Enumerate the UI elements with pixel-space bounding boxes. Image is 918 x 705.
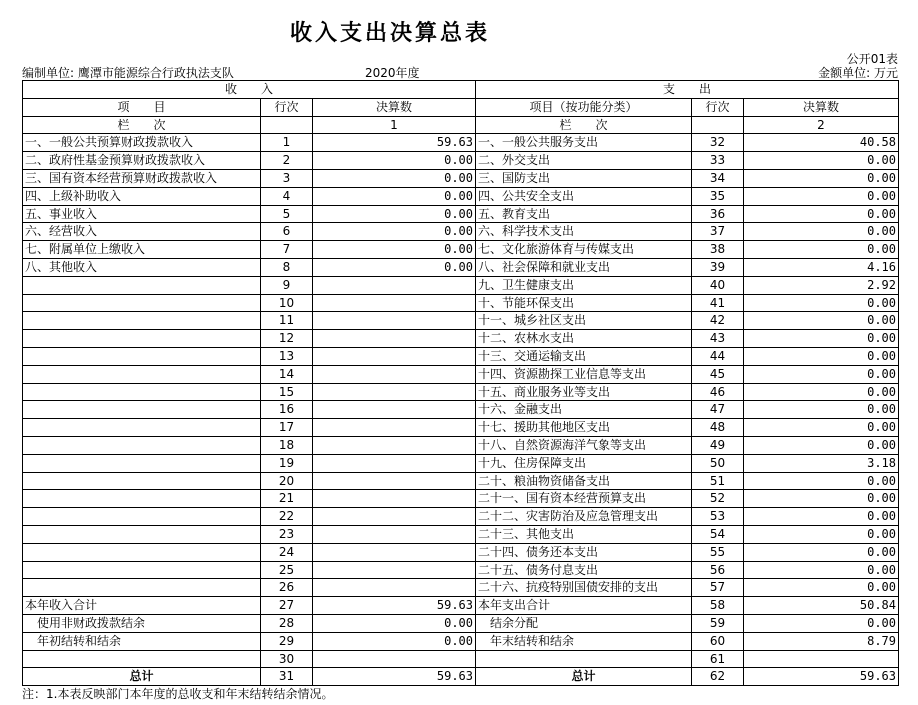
expense-item: 本年支出合计	[476, 597, 692, 615]
expense-row-no: 47	[692, 401, 744, 419]
expense-row-no: 50	[692, 454, 744, 472]
income-row-no: 14	[261, 365, 313, 383]
expense-item: 一、一般公共服务支出	[476, 134, 692, 152]
income-item: 八、其他收入	[23, 258, 261, 276]
table-row	[23, 525, 899, 543]
expense-row-no: 48	[692, 419, 744, 437]
expense-item: 七、文化旅游体育与传媒支出	[476, 241, 692, 259]
income-item: 七、附属单位上缴收入	[23, 241, 261, 259]
expense-amount-header: 决算数	[744, 98, 899, 116]
income-amount	[313, 276, 476, 294]
income-expense-table	[22, 80, 899, 686]
expense-amount: 0.00	[744, 330, 899, 348]
income-item: 本年收入合计	[23, 597, 261, 615]
income-item: 一、一般公共预算财政拨款收入	[23, 134, 261, 152]
income-amount: 0.00	[313, 241, 476, 259]
column-index-row	[23, 116, 899, 134]
table-row	[23, 614, 899, 632]
expense-item: 二十五、债务付息支出	[476, 561, 692, 579]
income-row-no: 4	[261, 187, 313, 205]
expense-item: 二十二、灾害防治及应急管理支出	[476, 508, 692, 526]
table-row	[23, 187, 899, 205]
expense-item: 十三、交通运输支出	[476, 347, 692, 365]
table-row	[23, 650, 899, 668]
expense-row-no: 38	[692, 241, 744, 259]
expense-amount: 0.00	[744, 579, 899, 597]
expense-row-no: 55	[692, 543, 744, 561]
expense-item: 十八、自然资源海洋气象等支出	[476, 436, 692, 454]
table-row	[23, 152, 899, 170]
income-item	[23, 294, 261, 312]
income-amount	[313, 579, 476, 597]
income-item	[23, 330, 261, 348]
expense-item: 十七、援助其他地区支出	[476, 419, 692, 437]
expense-amount: 0.00	[744, 294, 899, 312]
expense-row-no: 57	[692, 579, 744, 597]
income-amount	[313, 650, 476, 668]
income-row-no: 28	[261, 614, 313, 632]
expense-item: 十六、金融支出	[476, 401, 692, 419]
table-row	[23, 205, 899, 223]
income-amount: 0.00	[313, 632, 476, 650]
expense-amount: 0.00	[744, 508, 899, 526]
expense-item: 年末结转和结余	[476, 632, 692, 650]
income-row-no: 7	[261, 241, 313, 259]
income-amount	[313, 543, 476, 561]
expense-row-no: 37	[692, 223, 744, 241]
expense-item: 十九、住房保障支出	[476, 454, 692, 472]
income-amount: 59.63	[313, 597, 476, 615]
table-row	[23, 258, 899, 276]
table-row	[23, 419, 899, 437]
form-number: 公开01表	[846, 52, 898, 66]
income-amount	[313, 294, 476, 312]
fiscal-year: 2020年度	[365, 66, 420, 80]
expense-amount: 0.00	[744, 152, 899, 170]
table-row	[23, 347, 899, 365]
table-row	[23, 134, 899, 152]
expense-amount: 0.00	[744, 490, 899, 508]
income-row-no: 10	[261, 294, 313, 312]
income-item	[23, 365, 261, 383]
income-row-no: 2	[261, 152, 313, 170]
expense-row-no: 58	[692, 597, 744, 615]
expense-row-no: 39	[692, 258, 744, 276]
expense-row-no: 51	[692, 472, 744, 490]
income-row-no: 13	[261, 347, 313, 365]
income-item	[23, 543, 261, 561]
expense-item	[476, 650, 692, 668]
table-row	[23, 543, 899, 561]
expense-amount: 50.84	[744, 597, 899, 615]
income-row-no: 8	[261, 258, 313, 276]
table-row	[23, 223, 899, 241]
expense-amount: 40.58	[744, 134, 899, 152]
expense-header: 支 出	[476, 81, 899, 99]
expense-item: 十二、农林水支出	[476, 330, 692, 348]
income-amount	[313, 436, 476, 454]
amount-unit: 金额单位: 万元	[818, 66, 898, 80]
income-amount: 59.63	[313, 134, 476, 152]
empty-cell	[692, 116, 744, 134]
expense-amount: 59.63	[744, 668, 899, 686]
expense-item: 二十三、其他支出	[476, 525, 692, 543]
income-amount: 0.00	[313, 205, 476, 223]
income-item	[23, 436, 261, 454]
income-item	[23, 276, 261, 294]
expense-row-no: 40	[692, 276, 744, 294]
expense-row-no: 42	[692, 312, 744, 330]
expense-col-index: 2	[744, 116, 899, 134]
income-amount: 0.00	[313, 187, 476, 205]
income-amount	[313, 454, 476, 472]
income-item	[23, 312, 261, 330]
income-row-no: 17	[261, 419, 313, 437]
expense-row-no: 35	[692, 187, 744, 205]
expense-item: 二十六、抗疫特别国债安排的支出	[476, 579, 692, 597]
income-amount	[313, 525, 476, 543]
income-amount	[313, 383, 476, 401]
reporting-unit: 编制单位: 鹰潭市能源综合行政执法支队	[22, 66, 234, 80]
income-item	[23, 525, 261, 543]
income-item	[23, 383, 261, 401]
expense-item: 二十一、国有资本经营预算支出	[476, 490, 692, 508]
table-row	[23, 579, 899, 597]
income-amount	[313, 401, 476, 419]
income-row-no: 1	[261, 134, 313, 152]
table-row	[23, 312, 899, 330]
expense-col-label: 栏 次	[476, 116, 692, 134]
table-row	[23, 490, 899, 508]
income-item: 总计	[23, 668, 261, 686]
income-col-label: 栏 次	[23, 116, 261, 134]
income-amount-header: 决算数	[313, 98, 476, 116]
income-amount	[313, 419, 476, 437]
income-row-no: 27	[261, 597, 313, 615]
income-row-header: 行次	[261, 98, 313, 116]
income-amount	[313, 561, 476, 579]
footnote: 注：1.本表反映部门本年度的总收支和年末结转结余情况。	[22, 687, 334, 701]
expense-item: 三、国防支出	[476, 169, 692, 187]
income-amount	[313, 312, 476, 330]
expense-row-no: 41	[692, 294, 744, 312]
income-item	[23, 419, 261, 437]
table-row	[23, 241, 899, 259]
expense-row-no: 44	[692, 347, 744, 365]
income-item	[23, 561, 261, 579]
expense-amount: 4.16	[744, 258, 899, 276]
expense-amount: 0.00	[744, 401, 899, 419]
income-row-no: 22	[261, 508, 313, 526]
expense-item: 十四、资源勘探工业信息等支出	[476, 365, 692, 383]
table-row	[23, 294, 899, 312]
expense-amount: 0.00	[744, 525, 899, 543]
income-amount: 0.00	[313, 223, 476, 241]
expense-item: 十五、商业服务业等支出	[476, 383, 692, 401]
section-header-row	[23, 81, 899, 99]
income-row-no: 21	[261, 490, 313, 508]
income-row-no: 16	[261, 401, 313, 419]
income-amount: 0.00	[313, 152, 476, 170]
expense-item: 六、科学技术支出	[476, 223, 692, 241]
income-row-no: 15	[261, 383, 313, 401]
income-item: 五、事业收入	[23, 205, 261, 223]
income-amount: 0.00	[313, 169, 476, 187]
income-row-no: 31	[261, 668, 313, 686]
income-row-no: 20	[261, 472, 313, 490]
table-row	[23, 365, 899, 383]
income-item: 三、国有资本经营预算财政拨款收入	[23, 169, 261, 187]
expense-amount: 0.00	[744, 614, 899, 632]
expense-row-no: 52	[692, 490, 744, 508]
expense-item: 二、外交支出	[476, 152, 692, 170]
expense-item: 九、卫生健康支出	[476, 276, 692, 294]
income-header: 收 入	[23, 81, 476, 99]
expense-amount: 0.00	[744, 365, 899, 383]
expense-item: 总计	[476, 668, 692, 686]
income-row-no: 29	[261, 632, 313, 650]
expense-row-no: 43	[692, 330, 744, 348]
expense-amount: 0.00	[744, 223, 899, 241]
table-row	[23, 508, 899, 526]
expense-row-no: 32	[692, 134, 744, 152]
expense-item: 五、教育支出	[476, 205, 692, 223]
income-item: 使用非财政拨款结余	[23, 614, 261, 632]
income-item	[23, 650, 261, 668]
income-amount	[313, 490, 476, 508]
expense-amount: 0.00	[744, 472, 899, 490]
expense-row-no: 54	[692, 525, 744, 543]
expense-row-no: 61	[692, 650, 744, 668]
expense-row-no: 59	[692, 614, 744, 632]
expense-row-no: 36	[692, 205, 744, 223]
table-row	[23, 401, 899, 419]
table-row	[23, 561, 899, 579]
income-row-no: 25	[261, 561, 313, 579]
expense-amount: 0.00	[744, 187, 899, 205]
income-amount	[313, 508, 476, 526]
income-amount: 0.00	[313, 614, 476, 632]
income-item: 年初结转和结余	[23, 632, 261, 650]
table-row	[23, 632, 899, 650]
column-header-row	[23, 98, 899, 116]
income-row-no: 12	[261, 330, 313, 348]
expense-item: 二十四、债务还本支出	[476, 543, 692, 561]
income-row-no: 23	[261, 525, 313, 543]
table-row	[23, 436, 899, 454]
income-item	[23, 401, 261, 419]
expense-item: 二十、粮油物资储备支出	[476, 472, 692, 490]
income-row-no: 11	[261, 312, 313, 330]
income-row-no: 18	[261, 436, 313, 454]
table-row	[23, 597, 899, 615]
income-item	[23, 490, 261, 508]
income-row-no: 24	[261, 543, 313, 561]
income-amount	[313, 365, 476, 383]
empty-cell	[261, 116, 313, 134]
expense-amount: 2.92	[744, 276, 899, 294]
expense-amount: 0.00	[744, 169, 899, 187]
page-title: 收入支出决算总表	[289, 21, 490, 46]
expense-amount: 0.00	[744, 561, 899, 579]
income-row-no: 9	[261, 276, 313, 294]
expense-row-header: 行次	[692, 98, 744, 116]
expense-row-no: 60	[692, 632, 744, 650]
expense-amount: 0.00	[744, 312, 899, 330]
expense-amount: 3.18	[744, 454, 899, 472]
income-row-no: 19	[261, 454, 313, 472]
income-item: 二、政府性基金预算财政拨款收入	[23, 152, 261, 170]
income-item	[23, 579, 261, 597]
income-col-index: 1	[313, 116, 476, 134]
table-row	[23, 383, 899, 401]
income-amount: 0.00	[313, 258, 476, 276]
expense-item: 十、节能环保支出	[476, 294, 692, 312]
expense-amount: 0.00	[744, 241, 899, 259]
expense-amount: 8.79	[744, 632, 899, 650]
income-item-header: 项 目	[23, 98, 261, 116]
table-row	[23, 330, 899, 348]
table-row	[23, 668, 899, 686]
expense-amount: 0.00	[744, 347, 899, 365]
expense-row-no: 49	[692, 436, 744, 454]
income-item	[23, 347, 261, 365]
expense-item: 八、社会保障和就业支出	[476, 258, 692, 276]
income-item	[23, 508, 261, 526]
expense-amount: 0.00	[744, 436, 899, 454]
expense-amount: 0.00	[744, 543, 899, 561]
income-item	[23, 472, 261, 490]
income-row-no: 26	[261, 579, 313, 597]
income-item: 四、上级补助收入	[23, 187, 261, 205]
income-row-no: 5	[261, 205, 313, 223]
income-row-no: 6	[261, 223, 313, 241]
expense-row-no: 45	[692, 365, 744, 383]
income-amount	[313, 347, 476, 365]
expense-item: 结余分配	[476, 614, 692, 632]
income-item: 六、经营收入	[23, 223, 261, 241]
table-row	[23, 169, 899, 187]
expense-row-no: 56	[692, 561, 744, 579]
expense-amount: 0.00	[744, 419, 899, 437]
expense-item-header: 项目（按功能分类）	[476, 98, 692, 116]
income-item	[23, 454, 261, 472]
income-amount	[313, 330, 476, 348]
expense-item: 四、公共安全支出	[476, 187, 692, 205]
table-row	[23, 454, 899, 472]
report-meta	[22, 64, 898, 80]
expense-amount	[744, 650, 899, 668]
expense-amount: 0.00	[744, 205, 899, 223]
expense-item: 十一、城乡社区支出	[476, 312, 692, 330]
table-row	[23, 276, 899, 294]
table-row	[23, 472, 899, 490]
expense-row-no: 53	[692, 508, 744, 526]
income-row-no: 3	[261, 169, 313, 187]
expense-row-no: 33	[692, 152, 744, 170]
expense-row-no: 34	[692, 169, 744, 187]
income-row-no: 30	[261, 650, 313, 668]
expense-row-no: 46	[692, 383, 744, 401]
expense-row-no: 62	[692, 668, 744, 686]
income-amount: 59.63	[313, 668, 476, 686]
expense-amount: 0.00	[744, 383, 899, 401]
income-amount	[313, 472, 476, 490]
